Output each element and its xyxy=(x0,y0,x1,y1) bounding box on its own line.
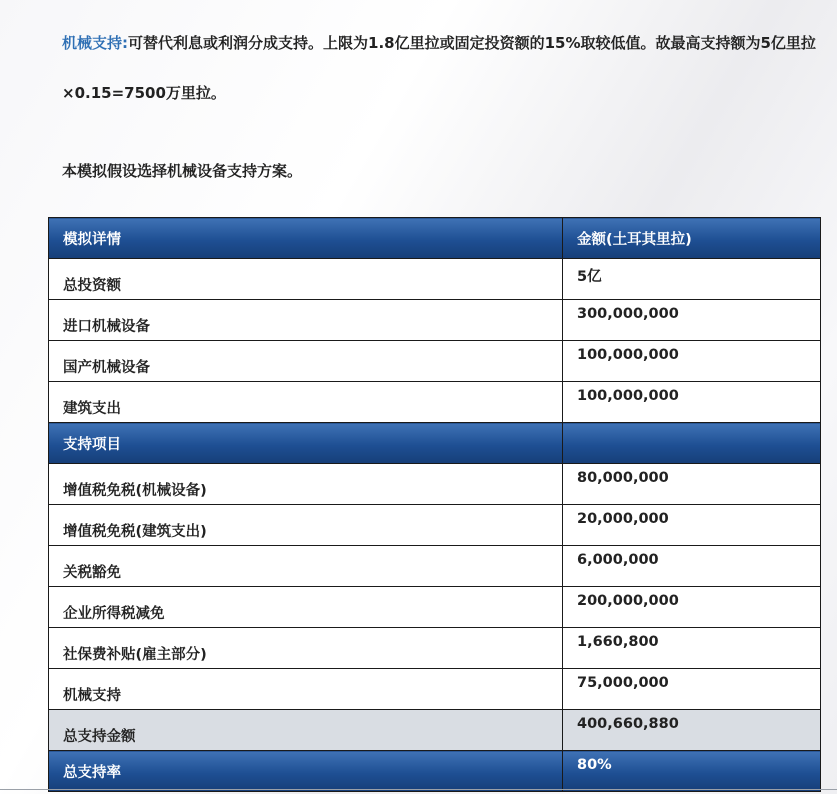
row-value: 1,660,800 xyxy=(563,628,821,669)
row-label: 增值税免税(建筑支出) xyxy=(49,505,563,546)
machinery-support-text: 可替代利息或利润分成支持。上限为1.8亿里拉或固定投资额的15%取较低值。故最高支持额为5亿里拉×0.15=7500万里拉。 xyxy=(62,34,816,102)
total-support-label: 总支持金额 xyxy=(49,710,563,751)
row-label: 企业所得税减免 xyxy=(49,587,563,628)
table-header-row xyxy=(49,218,821,259)
table-row xyxy=(49,669,821,710)
table-row xyxy=(49,628,821,669)
header-details: 模拟详情 xyxy=(49,218,563,259)
row-label: 进口机械设备 xyxy=(49,300,563,341)
row-label: 增值税免税(机械设备) xyxy=(49,464,563,505)
support-rate-row xyxy=(49,751,821,792)
simulation-table xyxy=(48,217,821,792)
row-value: 75,000,000 xyxy=(563,669,821,710)
row-label: 机械支持 xyxy=(49,669,563,710)
row-value: 5亿 xyxy=(563,259,821,300)
table-row xyxy=(49,300,821,341)
table-row xyxy=(49,382,821,423)
total-support-row xyxy=(49,710,821,751)
row-value: 100,000,000 xyxy=(563,382,821,423)
table-row xyxy=(49,341,821,382)
page-bottom-divider xyxy=(0,789,837,790)
assumption-text: 本模拟假设选择机械设备支持方案。 xyxy=(62,162,303,180)
support-header-value xyxy=(563,423,821,464)
row-value: 20,000,000 xyxy=(563,505,821,546)
row-label: 社保费补贴(雇主部分) xyxy=(49,628,563,669)
machinery-support-keyword: 机械支持: xyxy=(62,34,128,52)
row-value: 80,000,000 xyxy=(563,464,821,505)
support-header-label: 支持项目 xyxy=(49,423,563,464)
support-rate-value: 80% xyxy=(563,751,821,792)
row-value: 6,000,000 xyxy=(563,546,821,587)
machinery-support-paragraph xyxy=(62,18,822,118)
row-value: 200,000,000 xyxy=(563,587,821,628)
table-row xyxy=(49,464,821,505)
row-value: 300,000,000 xyxy=(563,300,821,341)
row-label: 国产机械设备 xyxy=(49,341,563,382)
table-row xyxy=(49,546,821,587)
total-support-value: 400,660,880 xyxy=(563,710,821,751)
row-label: 建筑支出 xyxy=(49,382,563,423)
table-row xyxy=(49,587,821,628)
row-label: 关税豁免 xyxy=(49,546,563,587)
support-rate-label: 总支持率 xyxy=(49,751,563,792)
row-label: 总投资额 xyxy=(49,259,563,300)
row-value: 100,000,000 xyxy=(563,341,821,382)
table-row xyxy=(49,505,821,546)
header-amount: 金额(土耳其里拉) xyxy=(563,218,821,259)
table-row xyxy=(49,259,821,300)
support-header-row xyxy=(49,423,821,464)
